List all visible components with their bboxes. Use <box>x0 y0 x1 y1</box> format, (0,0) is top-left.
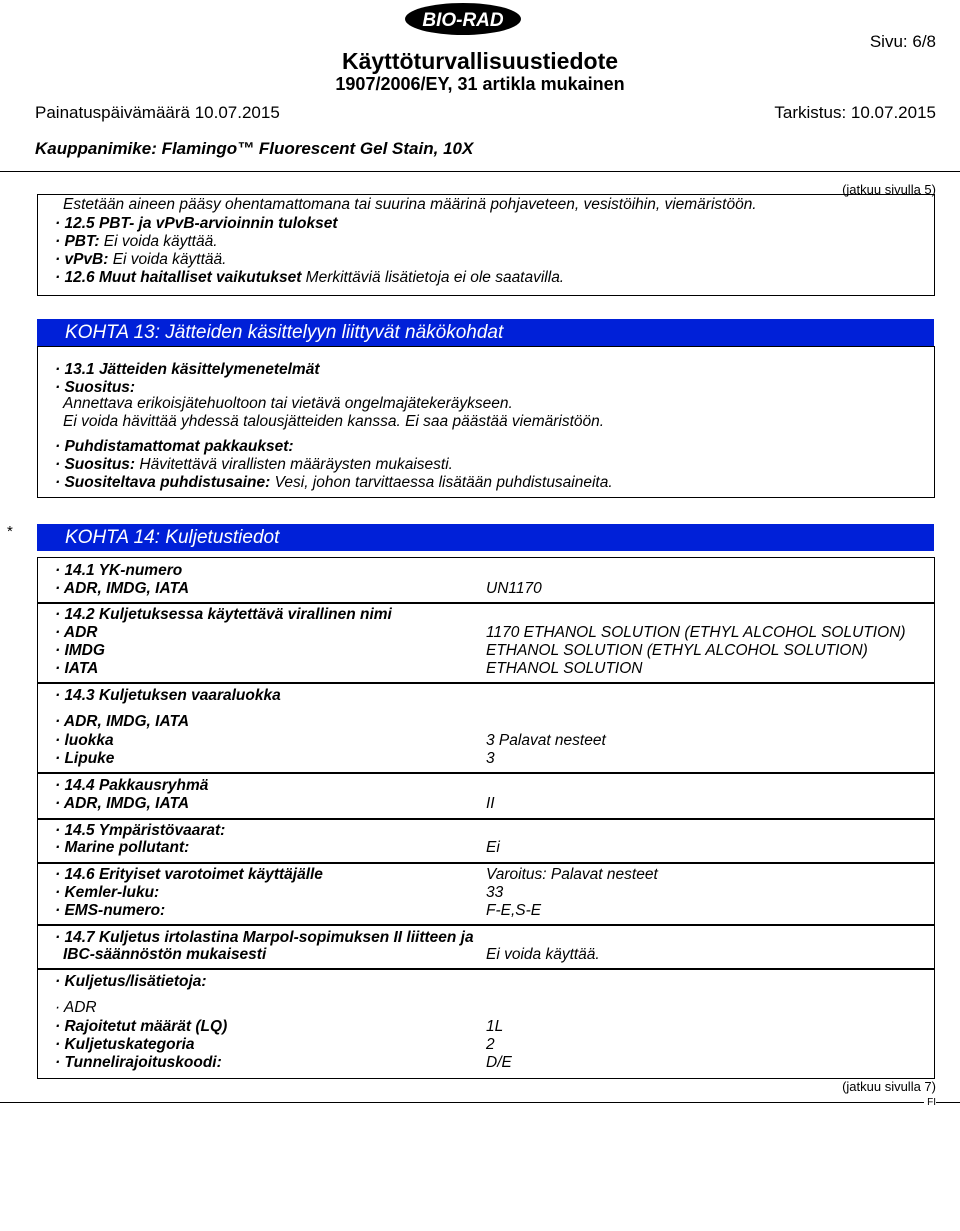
row-14-4: · 14.4 Pakkausryhmä <box>55 777 209 794</box>
row-14-3-modes: · ADR, IMDG, IATA <box>55 713 190 730</box>
header-divider <box>0 171 960 172</box>
row-14-7: · 14.7 Kuljetus irtolastina Marpol-sopimuksen II liitteen ja <box>55 929 474 946</box>
bulk-transport: Ei voida käyttää. <box>486 946 600 963</box>
row-ems: · EMS-numero: <box>55 902 166 919</box>
revision-date: Tarkistus: 10.07.2015 <box>774 103 936 122</box>
transport-category: 2 <box>486 1036 495 1053</box>
bio-rad-logo <box>404 2 522 36</box>
row-tunnel-code: · Tunnelirajoituskoodi: <box>55 1054 222 1071</box>
special-precautions: Varoitus: Palavat nesteet <box>486 866 658 883</box>
sec12-line-1: Estetään aineen pääsy ohentamattomana tai suurina määrinä pohjaveteen, vesistöihin, viemäristöön. <box>63 196 757 213</box>
row-class: · luokka <box>55 732 114 749</box>
marine-pollutant: Ei <box>486 839 500 856</box>
row-label: · Lipuke <box>55 750 115 767</box>
row-14-7-cont: IBC-säännöstön mukaisesti <box>63 946 267 963</box>
row-14-6: · 14.6 Erityiset varotoimet käyttäjälle <box>55 866 323 883</box>
row-transport-category: · Kuljetuskategoria <box>55 1036 195 1053</box>
row-adr: · ADR <box>55 999 97 1016</box>
sec13-line-2: · Suositus: <box>55 379 136 396</box>
svg-text:BIO-RAD: BIO-RAD <box>422 10 504 31</box>
continued-to: (jatkuu sivulla 7) <box>842 1079 936 1094</box>
row-imdg-name: · IMDG <box>55 642 105 659</box>
tunnel-code: D/E <box>486 1054 512 1071</box>
language-code: FI <box>924 1097 936 1108</box>
section-13-heading-bar <box>37 319 934 346</box>
sec13-line-5: · Puhdistamattomat pakkaukset: <box>55 438 294 455</box>
hazard-label: 3 <box>486 750 495 767</box>
revision-marker: * <box>7 523 13 540</box>
row-additional: · Kuljetus/lisätietoja: <box>55 973 207 990</box>
sec12-line-5: · 12.6 Muut haitalliset vaikutukset Merkittäviä lisätietoja ei ole saatavilla. <box>55 269 565 286</box>
row-14-4-modes: · ADR, IMDG, IATA <box>55 795 190 812</box>
hazard-class: 3 Palavat nesteet <box>486 732 606 749</box>
kemler-number: 33 <box>486 884 504 901</box>
sec13-line-3: Annettava erikoisjätehuoltoon tai vietävä ongelmajätekeräykseen. <box>63 395 513 412</box>
document-subtitle: 1907/2006/EY, 31 artikla mukainen <box>335 74 625 94</box>
sec13-line-1: · 13.1 Jätteiden käsittelymenetelmät <box>55 361 320 378</box>
trade-name: Kauppanimike: Flamingo™ Fluorescent Gel Stain, 10X <box>35 139 474 158</box>
row-marine-pollutant: · Marine pollutant: <box>55 839 190 856</box>
ems-number: F-E,S-E <box>486 902 542 919</box>
section-14-heading-bar <box>37 524 934 551</box>
page-number: Sivu: 6/8 <box>869 32 936 51</box>
row-iata-name: · IATA <box>55 660 99 677</box>
section-13-heading: KOHTA 13: Jätteiden käsittelyyn liittyvät näkökohdat <box>65 322 504 343</box>
packing-group: II <box>486 795 495 812</box>
sec13-line-7: · Suositeltava puhdistusaine: Vesi, johon tarvittaessa lisätään puhdistusaineita. <box>55 474 613 491</box>
row-14-5: · 14.5 Ympäristövaarat: <box>55 822 226 839</box>
sec12-line-2: · 12.5 PBT- ja vPvB-arvioinnin tulokset <box>55 215 338 232</box>
section-14-heading: KOHTA 14: Kuljetustiedot <box>65 527 280 548</box>
sec12-line-3: · PBT: Ei voida käyttää. <box>55 233 218 250</box>
row-14-1: · 14.1 YK-numero <box>55 562 183 579</box>
row-adr-name: · ADR <box>55 624 98 641</box>
imdg-name: ETHANOL SOLUTION (ETHYL ALCOHOL SOLUTION) <box>486 642 868 659</box>
row-kemler: · Kemler-luku: <box>55 884 160 901</box>
row-14-2: · 14.2 Kuljetuksessa käytettävä virallinen nimi <box>55 606 392 623</box>
iata-name: ETHANOL SOLUTION <box>486 660 643 677</box>
footer-divider <box>0 1102 960 1103</box>
adr-name: 1170 ETHANOL SOLUTION (ETHYL ALCOHOL SOLUTION) <box>486 624 906 641</box>
sec13-line-6: · Suositus: Hävitettävä virallisten määräysten mukaisesti. <box>55 456 453 473</box>
continued-from: (jatkuu sivulla 5) <box>842 182 936 197</box>
sec13-line-4: Ei voida hävittää yhdessä talousjätteiden kanssa. Ei saa päästää viemäristöön. <box>63 413 605 430</box>
sec12-line-4: · vPvB: Ei voida käyttää. <box>55 251 227 268</box>
document-title: Käyttöturvallisuustiedote <box>341 48 619 74</box>
un-number: UN1170 <box>486 580 542 597</box>
row-14-1-modes: · ADR, IMDG, IATA <box>55 580 190 597</box>
print-date: Painatuspäivämäärä 10.07.2015 <box>35 103 280 122</box>
limited-quantity: 1L <box>486 1018 504 1035</box>
row-14-3: · 14.3 Kuljetuksen vaaraluokka <box>55 687 281 704</box>
row-lq: · Rajoitetut määrät (LQ) <box>55 1018 228 1035</box>
